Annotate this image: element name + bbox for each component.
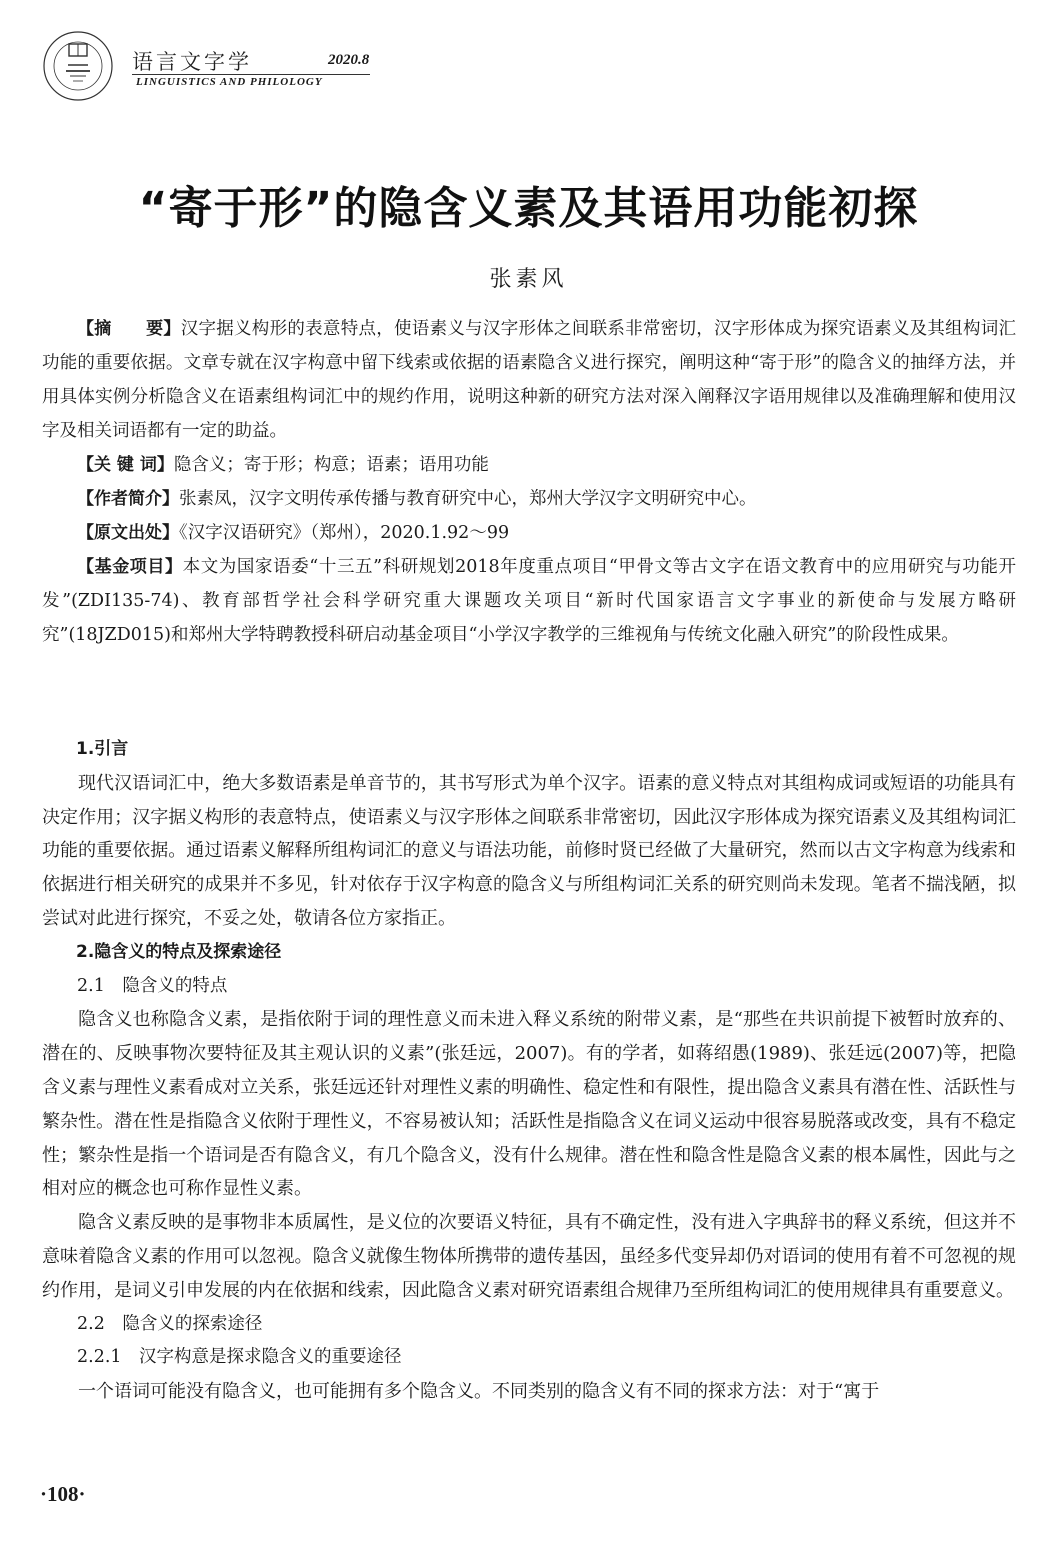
fund [42, 550, 1016, 652]
publisher-seal-logo [42, 30, 114, 102]
fund-label: 【基金项目】 [77, 557, 183, 577]
abstract [42, 312, 1016, 448]
page-number: ·108· [40, 1482, 86, 1506]
fund-text: 本文为国家语委“十三五”科研规划2018年度重点项目“甲骨文等古文字在语文教育中的应用研究与功能开发”(ZDI135-74)、教育部哲学社会科学研究重大课题攻关项目“新时代国家语言文字事业的新使命与发展方略研究”(18JZD015)和郑州大学特聘教授科研启动基金项目“小学汉字教学的三维视角与传统文化融入研究”的阶段性成果。 [42, 557, 1017, 645]
section-heading: 2.隐含义的特点及探索途径 [76, 941, 282, 962]
paragraph: 现代汉语词汇中，绝大多数语素是单音节的，其书写形式为单个汉字。语素的意义特点对其组构成词或短语的功能具有决定作用；汉字据义构形的表意特点，使语素义与汉字形体之间联系非常密切，因此汉字形体成为探究语素义及其组构词汇功能的重要依据。通过语素义解释所组构词汇的意义与语法功能，前修时贤已经做了大量研究，然而以古文字构意为线索和依据进行相关研究的成果并不多见，针对依存于汉字构意的隐含义与所组构词汇关系的研究则尚未发现。笔者不揣浅陋，拟尝试对此进行探究，不妥之处，敬请各位方家指正。 [42, 772, 1016, 929]
author-bio-label: 【作者简介】 [77, 489, 179, 509]
article-author: 张素风 [489, 267, 568, 292]
abstract-label: 【摘 要】 [77, 319, 181, 339]
journal-header [42, 26, 1022, 96]
keywords-text: 隐含义；寄于形；构意；语素；语用功能 [173, 455, 489, 475]
journal-title-en: LINGUISTICS AND PHILOLOGY [136, 76, 323, 88]
journal-issue-date: 2020.8 [328, 52, 370, 68]
author-bio [42, 482, 1016, 516]
source-label: 【原文出处】 [77, 523, 179, 543]
source-text: 《汉字汉语研究》（郑州），2020.1.92～99 [179, 523, 510, 543]
keywords [42, 448, 1016, 482]
subsection-heading: 2.2 隐含义的探索途径 [77, 1313, 263, 1334]
paragraph: 一个语词可能没有隐含义，也可能拥有多个隐含义。不同类别的隐含义有不同的探求方法：对于“寓于 [78, 1381, 880, 1403]
subsection-heading: 2.2.1 汉字构意是探求隐含义的重要途径 [77, 1347, 402, 1368]
article-metadata [42, 312, 1016, 652]
journal-title-cn: 语言文字学 [132, 50, 252, 74]
article-title: “寄于形”的隐含义素及其语用功能初探 [138, 183, 919, 234]
section-heading: 1.引言 [76, 739, 129, 759]
article-body [42, 733, 1016, 1409]
header-rule [132, 74, 370, 75]
source [42, 516, 1016, 550]
keywords-label: 【关 键 词】 [77, 455, 174, 475]
paragraph: 隐含义也称隐含义素，是指依附于词的理性意义而未进入释义系统的附带义素，是“那些在共识前提下被暂时放弃的、潜在的、反映事物次要特征及其主观认识的义素”(张廷远，2007)。有的学者，如蒋绍愚(1989)、张廷远(2007)等，把隐含义素与理性义素看成对立关系，张廷远还针对理性义素的明确性、稳定性和有限性，提出隐含义素具有潜在性、活跃性与繁杂性。潜在性是指隐含义依附于理性义，不容易被认知；活跃性是指隐含义在词义运动中很容易脱落或改变，具有不稳定性；繁杂性是指一个语词是否有隐含义，有几个隐含义，没有什么规律。潜在性和隐含性是隐含义素的根本属性，因此与之相对应的概念也可称作显性义素。 [42, 1009, 1016, 1200]
abstract-text: 汉字据义构形的表意特点，使语素义与汉字形体之间联系非常密切，汉字形体成为探究语素义及其组构词汇功能的重要依据。文章专就在汉字构意中留下线索或依据的语素隐含义进行探究，阐明这种“寄于形”的隐含义的抽绎方法，并用具体实例分析隐含义在语素组构词汇中的规约作用，说明这种新的研究方法对深入阐释汉字语用规律以及准确理解和使用汉字及相关词语都有一定的助益。 [42, 319, 1017, 441]
subsection-heading: 2.1 隐含义的特点 [77, 975, 228, 996]
author-bio-text: 张素凤，汉字文明传承传播与教育研究中心，郑州大学汉字文明研究中心。 [179, 489, 757, 509]
paragraph: 隐含义素反映的是事物非本质属性，是义位的次要语义特征，具有不确定性，没有进入字典辞书的释义系统，但这并不意味着隐含义素的作用可以忽视。隐含义就像生物体所携带的遗传基因，虽经多代变异却仍对语词的使用有着不可忽视的规约作用，是词义引申发展的内在依据和线索，因此隐含义素对研究语素组合规律乃至所组构词汇的使用规律具有重要意义。 [42, 1212, 1016, 1301]
